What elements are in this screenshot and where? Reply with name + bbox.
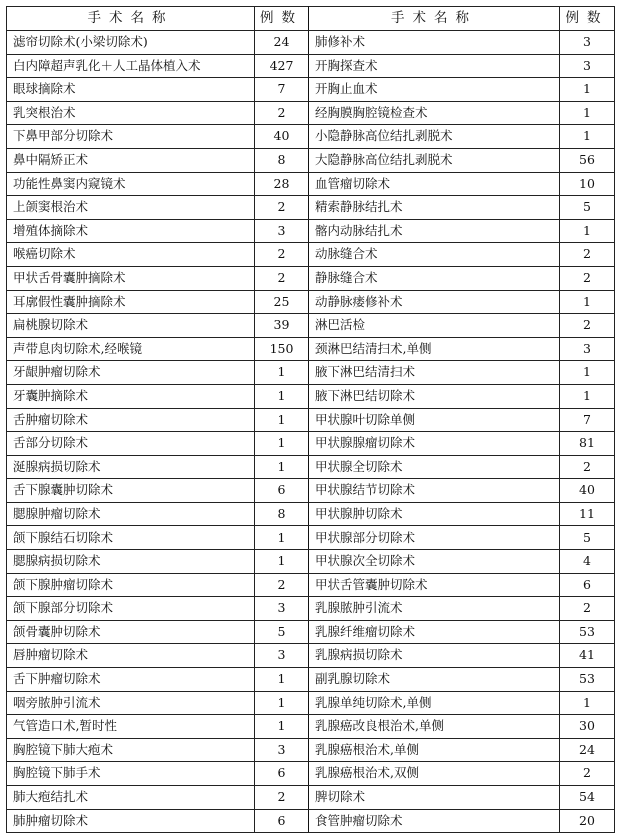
case-count-left: 1 [255,361,309,385]
case-count-right: 53 [560,668,615,692]
procedure-name-right: 乳腺脓肿引流术 [309,597,560,621]
case-count-left: 7 [255,78,309,102]
table-row [7,148,615,172]
case-count-right: 1 [560,101,615,125]
case-count-right: 3 [560,31,615,55]
procedure-name-left: 颌骨囊肿切除术 [7,620,255,644]
table-row [7,786,615,810]
case-count-right: 11 [560,502,615,526]
case-count-left: 5 [255,620,309,644]
procedure-name-right: 乳腺癌根治术,单侧 [309,738,560,762]
case-count-left: 39 [255,314,309,338]
table-row [7,455,615,479]
case-count-left: 1 [255,715,309,739]
procedure-name-right: 小隐静脉高位结扎剥脱术 [309,125,560,149]
procedure-name-left: 耳廓假性囊肿摘除术 [7,290,255,314]
case-count-right: 1 [560,384,615,408]
table-row [7,715,615,739]
procedure-name-left: 肺肿瘤切除术 [7,809,255,833]
case-count-left: 2 [255,573,309,597]
case-count-right: 2 [560,314,615,338]
case-count-right: 7 [560,408,615,432]
case-count-left: 6 [255,762,309,786]
case-count-left: 1 [255,432,309,456]
case-count-left: 6 [255,809,309,833]
procedure-name-right: 甲状腺肿切除术 [309,502,560,526]
procedure-name-left: 牙囊肿摘除术 [7,384,255,408]
procedure-name-left: 咽旁脓肿引流术 [7,691,255,715]
procedure-name-left: 滤帘切除术(小梁切除术) [7,31,255,55]
case-count-left: 8 [255,502,309,526]
procedure-name-right: 静脉缝合术 [309,266,560,290]
procedure-name-right: 开胸探查术 [309,54,560,78]
case-count-right: 5 [560,526,615,550]
procedure-name-left: 唇肿瘤切除术 [7,644,255,668]
procedure-name-left: 腮腺肿瘤切除术 [7,502,255,526]
table-row [7,502,615,526]
procedure-name-left: 甲状舌骨囊肿摘除术 [7,266,255,290]
case-count-right: 30 [560,715,615,739]
case-count-right: 56 [560,148,615,172]
case-count-left: 3 [255,738,309,762]
table-row [7,738,615,762]
table-row [7,31,615,55]
table-row [7,762,615,786]
case-count-right: 53 [560,620,615,644]
header-count-left: 例数 [255,7,309,31]
procedure-name-left: 涎腺病损切除术 [7,455,255,479]
procedure-name-right: 开胸止血术 [309,78,560,102]
case-count-right: 4 [560,550,615,574]
table-row [7,290,615,314]
procedure-name-right: 乳腺癌改良根治术,单侧 [309,715,560,739]
procedure-name-right: 甲状腺腺瘤切除术 [309,432,560,456]
case-count-right: 5 [560,196,615,220]
procedure-name-right: 甲状腺次全切除术 [309,550,560,574]
case-count-right: 24 [560,738,615,762]
procedure-name-left: 胸腔镜下肺大疱术 [7,738,255,762]
case-count-left: 2 [255,786,309,810]
table-row [7,219,615,243]
procedure-name-right: 甲状腺部分切除术 [309,526,560,550]
procedure-name-left: 下鼻甲部分切除术 [7,125,255,149]
procedure-name-right: 大隐静脉高位结扎剥脱术 [309,148,560,172]
procedure-name-left: 鼻中隔矫正术 [7,148,255,172]
procedure-name-right: 脾切除术 [309,786,560,810]
table-row [7,314,615,338]
procedure-name-left: 喉癌切除术 [7,243,255,267]
table-row [7,101,615,125]
table-row [7,408,615,432]
procedure-name-left: 增殖体摘除术 [7,219,255,243]
case-count-right: 2 [560,455,615,479]
procedure-name-right: 动静脉瘘修补术 [309,290,560,314]
procedure-name-left: 肺大疱结扎术 [7,786,255,810]
table-row [7,620,615,644]
case-count-right: 20 [560,809,615,833]
table-body [7,31,615,833]
table-row [7,125,615,149]
case-count-left: 2 [255,266,309,290]
case-count-left: 150 [255,337,309,361]
procedure-name-left: 舌下腺囊肿切除术 [7,479,255,503]
case-count-left: 24 [255,31,309,55]
procedure-name-right: 髂内动脉结扎术 [309,219,560,243]
procedure-name-left: 舌肿瘤切除术 [7,408,255,432]
procedure-name-right: 乳腺病损切除术 [309,644,560,668]
case-count-right: 3 [560,54,615,78]
procedure-name-right: 甲状腺全切除术 [309,455,560,479]
procedure-name-left: 颌下腺部分切除术 [7,597,255,621]
case-count-left: 427 [255,54,309,78]
table-row [7,644,615,668]
table-row [7,243,615,267]
table-row [7,337,615,361]
procedure-name-right: 乳腺癌根治术,双侧 [309,762,560,786]
case-count-left: 3 [255,597,309,621]
case-count-right: 3 [560,337,615,361]
procedure-name-right: 腋下淋巴结切除术 [309,384,560,408]
case-count-left: 3 [255,219,309,243]
procedure-name-right: 淋巴活检 [309,314,560,338]
procedure-name-right: 乳腺单纯切除术,单侧 [309,691,560,715]
table-header-row [7,7,615,31]
case-count-right: 2 [560,762,615,786]
case-count-right: 1 [560,361,615,385]
table-row [7,196,615,220]
case-count-left: 40 [255,125,309,149]
table-row [7,573,615,597]
table-row [7,809,615,833]
case-count-right: 1 [560,691,615,715]
table-row [7,54,615,78]
table-row [7,432,615,456]
case-count-left: 6 [255,479,309,503]
case-count-right: 2 [560,266,615,290]
case-count-left: 1 [255,550,309,574]
case-count-right: 2 [560,597,615,621]
case-count-left: 28 [255,172,309,196]
procedure-name-left: 胸腔镜下肺手术 [7,762,255,786]
procedure-name-right: 甲状腺结节切除术 [309,479,560,503]
table-row [7,526,615,550]
table-row [7,78,615,102]
procedure-name-left: 上颌窦根治术 [7,196,255,220]
procedure-name-left: 舌部分切除术 [7,432,255,456]
table-row [7,479,615,503]
procedure-name-left: 功能性鼻窦内窥镜术 [7,172,255,196]
header-name-left: 手术名称 [7,7,255,31]
procedure-name-right: 肺修补术 [309,31,560,55]
table-row [7,361,615,385]
procedure-name-left: 牙龈肿瘤切除术 [7,361,255,385]
table-row [7,597,615,621]
procedure-name-left: 气管造口术,暂时性 [7,715,255,739]
table-row [7,384,615,408]
case-count-right: 40 [560,479,615,503]
procedure-name-left: 颌下腺结石切除术 [7,526,255,550]
surgery-count-table [6,6,615,833]
procedure-name-right: 精索静脉结扎术 [309,196,560,220]
procedure-name-right: 经胸膜胸腔镜检查术 [309,101,560,125]
procedure-name-left: 扁桃腺切除术 [7,314,255,338]
case-count-left: 1 [255,668,309,692]
procedure-name-right: 腋下淋巴结清扫术 [309,361,560,385]
case-count-right: 6 [560,573,615,597]
table-row [7,668,615,692]
header-name-right: 手术名称 [309,7,560,31]
table-row [7,266,615,290]
case-count-right: 1 [560,78,615,102]
procedure-name-left: 乳突根治术 [7,101,255,125]
case-count-right: 1 [560,125,615,149]
procedure-name-right: 食管肿瘤切除术 [309,809,560,833]
procedure-name-right: 甲状舌管囊肿切除术 [309,573,560,597]
case-count-left: 2 [255,101,309,125]
case-count-left: 1 [255,691,309,715]
case-count-left: 3 [255,644,309,668]
case-count-left: 8 [255,148,309,172]
case-count-left: 25 [255,290,309,314]
procedure-name-right: 动脉缝合术 [309,243,560,267]
case-count-right: 2 [560,243,615,267]
case-count-left: 2 [255,243,309,267]
procedure-name-left: 声带息肉切除术,经喉镜 [7,337,255,361]
case-count-right: 54 [560,786,615,810]
case-count-right: 41 [560,644,615,668]
case-count-left: 1 [255,526,309,550]
case-count-right: 81 [560,432,615,456]
procedure-name-right: 乳腺纤维瘤切除术 [309,620,560,644]
procedure-name-left: 舌下肿瘤切除术 [7,668,255,692]
procedure-name-left: 颌下腺肿瘤切除术 [7,573,255,597]
procedure-name-left: 白内障超声乳化＋人工晶体植入术 [7,54,255,78]
procedure-name-left: 眼球摘除术 [7,78,255,102]
header-count-right: 例数 [560,7,615,31]
procedure-name-right: 副乳腺切除术 [309,668,560,692]
case-count-left: 1 [255,408,309,432]
procedure-name-right: 颈淋巴结清扫术,单侧 [309,337,560,361]
case-count-right: 10 [560,172,615,196]
procedure-name-right: 血管瘤切除术 [309,172,560,196]
table-row [7,550,615,574]
case-count-right: 1 [560,219,615,243]
case-count-right: 1 [560,290,615,314]
case-count-left: 2 [255,196,309,220]
case-count-left: 1 [255,455,309,479]
case-count-left: 1 [255,384,309,408]
procedure-name-right: 甲状腺叶切除单侧 [309,408,560,432]
table-row [7,691,615,715]
procedure-name-left: 腮腺病损切除术 [7,550,255,574]
table-row [7,172,615,196]
